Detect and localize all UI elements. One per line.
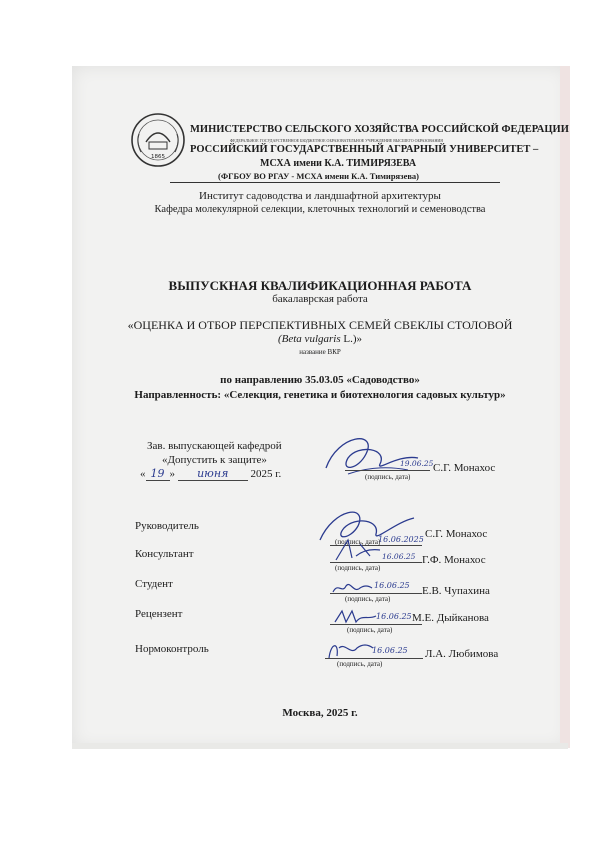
paper-edge [560,66,570,748]
thesis-title-latin [72,333,568,345]
work-type: ВЫПУСКНАЯ КВАЛИФИКАЦИОННАЯ РАБОТА [168,278,472,293]
header-rule [170,182,500,183]
university-msha: МСХА имени К.А. ТИМИРЯЗЕВА [260,158,417,169]
approval-head: Зав. выпускающей кафедрой [147,440,282,452]
university-seal-icon [130,112,186,168]
role-supervisor: Руководитель [135,520,199,532]
supervisor-name: С.Г. Монахос [425,528,488,540]
reviewer-sign-line [330,624,422,625]
title-caption: название ВКР [299,348,341,356]
normcontrol-caption: (подпись, дата) [337,660,383,668]
reviewer-name: М.Е. Дыйканова [412,612,489,624]
reviewer-caption: (подпись, дата) [347,626,393,634]
study-direction: по направлению 35.03.05 «Садоводство» [220,374,420,386]
role-normcontrol: Нормоконтроль [135,643,209,655]
student-date-hand: 16.06.25 [374,581,410,590]
supervisor-caption: (подпись, дата) [335,538,381,546]
footer-city-year: Москва, 2025 г. [282,707,358,719]
role-consultant: Консультант [135,548,194,560]
study-orientation: Направленность: «Селекция, генетика и биотехнология садовых культур» [134,389,506,401]
approval-caption: (подпись, дата) [365,473,411,481]
consultant-sign-line [330,562,422,563]
normcontrol-date-hand: 16.06.25 [372,646,408,655]
approval-year: 2025 г. [250,468,282,480]
department: Кафедра молекулярной селекции, клеточных технологий и семеноводства [154,204,486,215]
normcontrol-sign-line [325,658,423,659]
student-sign-line [330,593,422,594]
federal-line: ФЕДЕРАЛЬНОЕ ГОСУДАРСТВЕННОЕ БЮДЖЕТНОЕ ОБРАЗОВАТЕЛЬНОЕ УЧРЕЖДЕНИЕ ВЫСШЕГО ОБРАЗОВАНИЯ [230,138,443,143]
approval-month: июня [178,467,248,481]
student-name: Е.В. Чупахина [422,585,490,597]
consultant-name: Г.Ф. Монахос [422,554,486,566]
work-subtype: бакалаврская работа [272,293,368,305]
latin-tail: L.)» [340,333,363,345]
seal-year: 1865 [151,154,165,160]
approval-sign-line [345,470,430,471]
student-caption: (подпись, дата) [345,595,391,603]
role-reviewer: Рецензент [135,608,183,620]
approval-date-hand: 19.06.25 [400,459,434,468]
latin-name: (Beta vulgaris [277,333,341,345]
signature-icon [330,536,390,564]
approval-admit: «Допустить к защите» [162,454,267,466]
ministry-line: МИНИСТЕРСТВО СЕЛЬСКОГО ХОЗЯЙСТВА РОССИЙСКОЙ ФЕДЕРАЦИИ [190,124,569,135]
thesis-title: «ОЦЕНКА И ОТБОР ПЕРСПЕКТИВНЫХ СЕМЕЙ СВЕКЛЫ СТОЛОВОЙ [127,318,513,332]
approval-name: С.Г. Монахос [433,462,496,474]
paper-edge-bottom [72,743,568,749]
university-name: РОССИЙСКИЙ ГОСУДАРСТВЕННЫЙ АГРАРНЫЙ УНИВЕРСИТЕТ – [190,144,539,155]
normcontrol-name: Л.А. Любимова [425,648,499,660]
institute: Институт садоводства и ландшафтной архитектуры [199,190,441,202]
role-student: Студент [135,578,173,590]
consultant-date-hand: 16.06.25 [382,552,416,561]
reviewer-date-hand: 16.06.25 [376,612,412,621]
university-abbr: (ФГБОУ ВО РГАУ - МСХА имени К.А. Тимирязева) [218,171,420,181]
approval-date: « 19 » июня 2025 г. [140,467,282,480]
approval-day: 19 [146,467,170,481]
consultant-caption: (подпись, дата) [335,564,381,572]
supervisor-date-hand: 16.06.2025 [378,535,424,544]
